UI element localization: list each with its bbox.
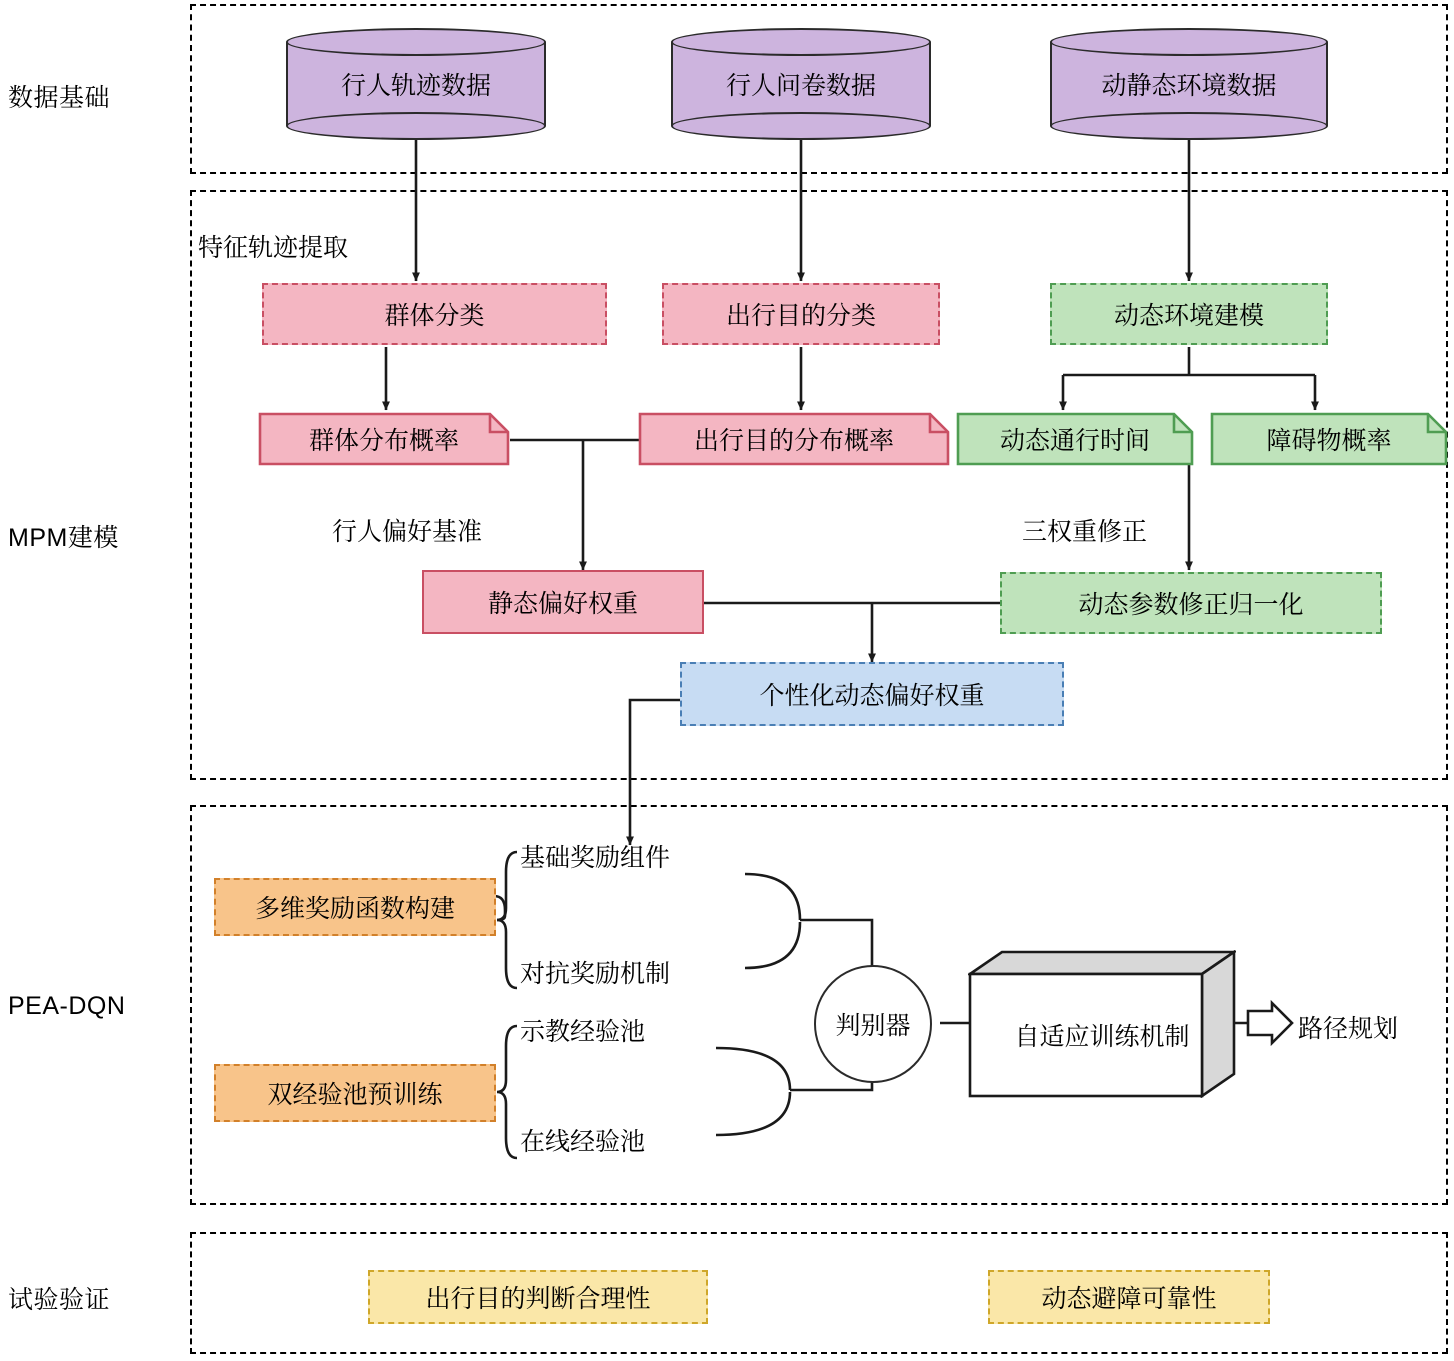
node-label: 自适应训练机制 [1014, 1023, 1190, 1051]
label-online-buffer: 在线经验池 [520, 1128, 646, 1156]
edge-label-feature-extract: 特征轨迹提取 [198, 234, 349, 262]
node-label: 个性化动态偏好权重 [759, 682, 985, 710]
lane-label-mpm: MPM建模 [8, 524, 119, 552]
node-dynamic-parameter-normalization [1000, 572, 1382, 634]
label-adversarial-reward-mechanism: 对抗奖励机制 [520, 960, 671, 988]
node-trip-purpose-validity [368, 1270, 708, 1324]
node-label: 动态参数修正归一化 [1078, 591, 1304, 619]
node-static-preference-weight [422, 570, 704, 634]
lane-label-pea-dqn: PEA-DQN [8, 992, 126, 1020]
data-source-label: 行人轨迹数据 [340, 72, 491, 100]
node-label: 动态环境建模 [1113, 302, 1264, 330]
label-basic-reward-component: 基础奖励组件 [520, 844, 671, 872]
data-source-trajectory [286, 28, 546, 140]
node-label: 出行目的分类 [725, 302, 876, 330]
node-label: 判别器 [835, 1012, 911, 1040]
label-demonstration-buffer: 示教经验池 [520, 1018, 646, 1046]
node-dynamic-environment-modeling [1050, 283, 1328, 345]
edge-label-pedestrian-pref-baseline: 行人偏好基准 [332, 518, 483, 546]
data-source-questionnaire [671, 28, 931, 140]
node-label: 多维奖励函数构建 [254, 895, 455, 923]
node-label: 动态通行时间 [999, 427, 1150, 455]
data-source-label: 行人问卷数据 [725, 72, 876, 100]
node-label: 动态避障可靠性 [1041, 1285, 1217, 1313]
edge-label-three-weight-fix: 三权重修正 [1022, 518, 1148, 546]
node-dynamic-obstacle-avoidance-reliability [988, 1270, 1270, 1324]
node-trip-purpose-distribution-probability [638, 412, 950, 466]
node-label: 双经验池预训练 [267, 1081, 443, 1109]
node-discriminator [814, 965, 932, 1083]
data-source-environment [1050, 28, 1328, 140]
node-label: 静态偏好权重 [487, 590, 638, 618]
lane-label-validation: 试验验证 [8, 1286, 111, 1314]
node-label: 群体分类 [384, 302, 485, 330]
node-trip-purpose-classification [662, 283, 940, 345]
node-dynamic-travel-time [956, 412, 1194, 466]
node-personalized-dynamic-preference-weight [680, 662, 1064, 726]
node-label: 出行目的分布概率 [693, 427, 894, 455]
lane-label-data-foundation: 数据基础 [8, 84, 111, 112]
node-adaptive-training-mechanism [968, 950, 1236, 1098]
node-label: 障碍物概率 [1266, 427, 1392, 455]
node-dual-buffer-pretraining [214, 1064, 496, 1122]
node-group-classification [262, 283, 607, 345]
data-source-label: 动静态环境数据 [1101, 72, 1277, 100]
node-obstacle-probability [1210, 412, 1448, 466]
node-label: 群体分布概率 [308, 427, 459, 455]
node-multidim-reward-construction [214, 878, 496, 936]
node-label: 出行目的判断合理性 [425, 1285, 651, 1313]
label-path-planning: 路径规划 [1298, 1015, 1399, 1043]
node-group-distribution-probability [258, 412, 510, 466]
